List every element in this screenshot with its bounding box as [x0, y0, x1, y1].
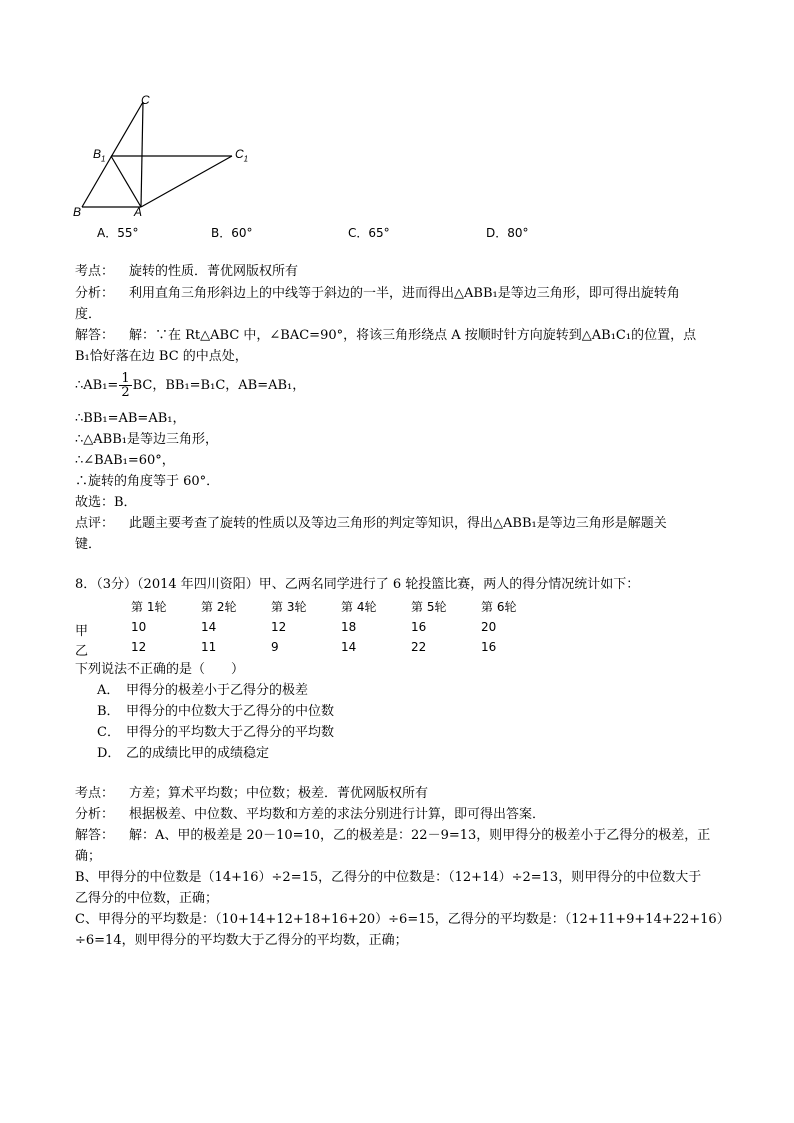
q8-jieda-line-3: B、甲得分的中位数是（14+16）÷2=15，乙得分的中位数是：（12+14）÷2=13，则甲得分的中位数大于: [75, 870, 702, 885]
q8-jieda-line-1: [75, 826, 710, 846]
q7-option-b: B．60°: [211, 226, 253, 240]
step1-prefix: ∴AB₁=: [75, 378, 119, 393]
fenxi-text-2: 度．: [75, 307, 102, 322]
q7-option-c: C．65°: [348, 226, 390, 240]
table-cell: 12: [131, 640, 147, 654]
table-cell: 9: [271, 640, 279, 654]
table-cell: 22: [411, 640, 427, 654]
fraction-half: [119, 372, 131, 399]
q8-title: 8．（3分）（2014 年四川资阳）甲、乙两名同学进行了 6 轮投篮比赛，两人的得分情况统计如下：: [75, 577, 640, 592]
q8-jieda-line-4: 乙得分的中位数，正确；: [75, 891, 219, 906]
table-cell: 16: [481, 640, 497, 654]
jieda-label: 解答：: [75, 828, 115, 843]
table-cell: 16: [411, 620, 427, 634]
label-A: A: [134, 205, 143, 219]
kaodian-label: 考点：: [75, 264, 115, 279]
table-row-name: 甲: [75, 624, 89, 639]
q8-prompt: 下列说法不正确的是（ ）: [75, 662, 245, 677]
q7-fenxi-line-1: [75, 284, 680, 304]
dianping-label: 点评：: [75, 516, 115, 531]
q8-jieda-line-2: 确；: [75, 849, 102, 864]
q8-jieda-line-5: C、甲得分的平均数是：（10+14+12+18+16+20）÷6=15，乙得分的平均数是：（12+11+9+14+22+16）: [75, 912, 730, 927]
q7-step-4: ∴∠BAB₁=60°，: [75, 453, 175, 468]
segment-AB1: [111, 156, 141, 207]
fenxi-text: 根据极差、中位数、平均数和方差的求法分别进行计算，即可得出答案．: [129, 807, 546, 822]
table-header: 第 2轮: [201, 600, 237, 614]
q7-dianping-line-2: 键．: [75, 537, 102, 552]
fraction-numerator: 1: [121, 371, 130, 386]
table-cell: 11: [201, 640, 217, 654]
q8-option-c: C． 甲得分的平均数大于乙得分的平均数: [97, 725, 335, 740]
jieda-label: 解答：: [75, 328, 115, 343]
table-header: 第 4轮: [341, 600, 377, 614]
jieda-text-1: 解：∵在 Rt△ABC 中，∠BAC=90°，将该三角形绕点 A 按顺时针方向旋转到△AB₁C₁的位置，点: [129, 328, 697, 343]
table-row-name: 乙: [75, 644, 89, 659]
label-B1: $B_1$: [93, 147, 106, 164]
segment-BC: [82, 102, 143, 207]
table-header: 第 1轮: [131, 600, 167, 614]
q7-step-5: ∴旋转的角度等于 60°．: [75, 474, 220, 489]
step1-suffix: BC，BB₁=B₁C，AB=AB₁，: [132, 378, 306, 393]
table-cell: 14: [201, 620, 217, 634]
table-cell: 20: [481, 620, 497, 634]
table-header: 第 6轮: [481, 600, 517, 614]
kaodian-text: 旋转的性质．菁优网版权所有: [129, 264, 299, 279]
kaodian-text: 方差；算术平均数；中位数；极差．菁优网版权所有: [129, 786, 429, 801]
q8-jieda-line-6: ÷6=14，则甲得分的平均数大于乙得分的平均数，正确；: [75, 933, 408, 948]
table-cell: 18: [341, 620, 357, 634]
fenxi-label: 分析：: [75, 286, 115, 301]
label-C1: $C_1$: [235, 147, 249, 164]
q7-jieda-line-2: [75, 347, 248, 367]
q8-kaodian-line: [75, 784, 428, 804]
q7-option-d: D．80°: [486, 226, 529, 240]
q8-option-a: A． 甲得分的极差小于乙得分的极差: [97, 683, 309, 698]
jieda-text-2: B₁恰好落在边 BC 的中点处，: [75, 349, 248, 364]
table-cell: 10: [131, 620, 147, 634]
q7-fenxi-line-2: [75, 305, 101, 325]
table-cell: 14: [341, 640, 357, 654]
q7-jieda-line-1: [75, 326, 696, 346]
fenxi-text-1: 利用直角三角形斜边上的中线等于斜边的一半，进而得出△ABB₁是等边三角形，即可得出旋转角: [129, 286, 680, 301]
table-cell: 12: [271, 620, 287, 634]
q7-option-a: A．55°: [97, 226, 139, 240]
rotation-figure: [70, 92, 270, 222]
q7-step-3: ∴△ABB₁是等边三角形，: [75, 432, 218, 447]
jieda-text-1: 解：A、甲的极差是 20－10=10，乙的极差是：22－9=13，则甲得分的极差小于乙得分的极差，正: [129, 828, 711, 843]
kaodian-label: 考点：: [75, 786, 115, 801]
q7-kaodian-line: [75, 262, 298, 282]
q8-fenxi-line: [75, 805, 545, 825]
table-header: 第 5轮: [411, 600, 447, 614]
q7-step-2: ∴BB₁=AB=AB₁，: [75, 411, 186, 426]
dianping-text-1: 此题主要考查了旋转的性质以及等边三角形的判定等知识，得出△ABB₁是等边三角形是解题关: [129, 516, 667, 531]
fraction-denominator: 2: [121, 385, 130, 400]
segment-AC: [141, 102, 143, 207]
label-C: C: [141, 93, 150, 107]
q8-option-d: D． 乙的成绩比甲的成绩稳定: [97, 746, 270, 761]
q7-step-1: [75, 372, 305, 400]
q7-dianping-line-1: [75, 514, 667, 534]
segment-AC1: [141, 156, 232, 207]
q8-option-b: B． 甲得分的中位数大于乙得分的中位数: [97, 704, 335, 719]
label-B: B: [73, 205, 82, 219]
q7-answer: 故选：B．: [75, 495, 137, 510]
table-header: 第 3轮: [271, 600, 307, 614]
fenxi-label: 分析：: [75, 807, 115, 822]
